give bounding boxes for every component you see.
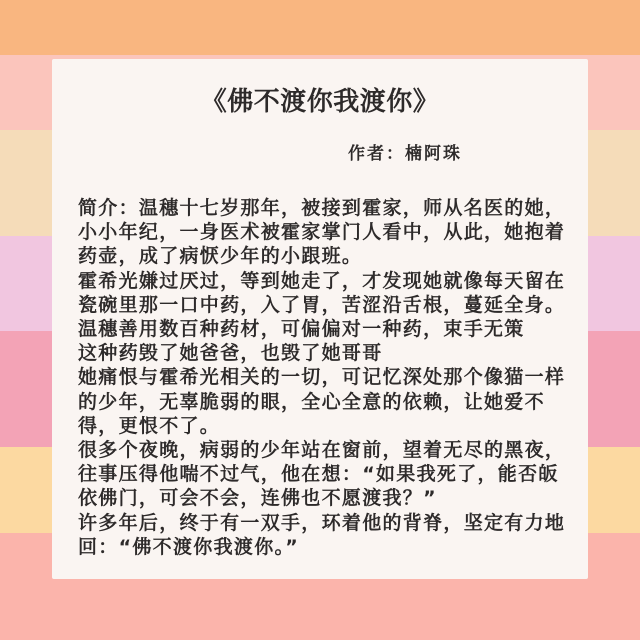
synopsis-line: 她痛恨与霍希光相关的一切，可记忆深处那个像猫一样 — [78, 366, 566, 389]
synopsis-line: 的少年，无辜脆弱的眼，全心全意的依赖，让她爱不 — [78, 390, 545, 413]
synopsis-line: 小小年纪，一身医术被霍家掌门人看中，从此，她抱着 — [78, 221, 566, 244]
synopsis-line: 往事压得他喘不过气，他在想：“如果我死了，能否皈 — [78, 463, 559, 486]
synopsis-line: 霍希光嫌过厌过，等到她走了，才发现她就像每天留在 — [78, 269, 566, 292]
synopsis-line: 温穗善用数百种药材，可偏偏对一种药，束手无策 — [78, 318, 525, 341]
synopsis-line: 得，更恨不了。 — [78, 414, 221, 437]
stripe-orange — [0, 0, 640, 55]
author-name: 作者：楠阿珠 — [348, 144, 462, 164]
synopsis-line: 瓷碗里那一口中药，入了胃，苦涩沿舌根，蔓延全身。 — [78, 293, 566, 316]
synopsis-line: 这种药毁了她爸爸，也毁了她哥哥 — [78, 342, 383, 365]
synopsis-line: 依佛门，可会不会，连佛也不愿渡我？” — [78, 487, 437, 510]
synopsis — [78, 196, 578, 559]
book-intro-card — [52, 59, 588, 579]
book-title: 《佛不渡你我渡你》 — [200, 87, 440, 117]
synopsis-line: 许多年后，终于有一双手，环着他的背脊，坚定有力地 — [78, 511, 566, 534]
synopsis-line: 药壶，成了病恹少年的小跟班。 — [78, 245, 363, 268]
synopsis-line: 很多个夜晚，病弱的少年站在窗前，望着无尽的黑夜， — [78, 439, 566, 462]
synopsis-line: 简介：温穗十七岁那年，被接到霍家，师从名医的她， — [78, 197, 566, 219]
synopsis-line: 回：“佛不渡你我渡你。” — [78, 535, 300, 558]
